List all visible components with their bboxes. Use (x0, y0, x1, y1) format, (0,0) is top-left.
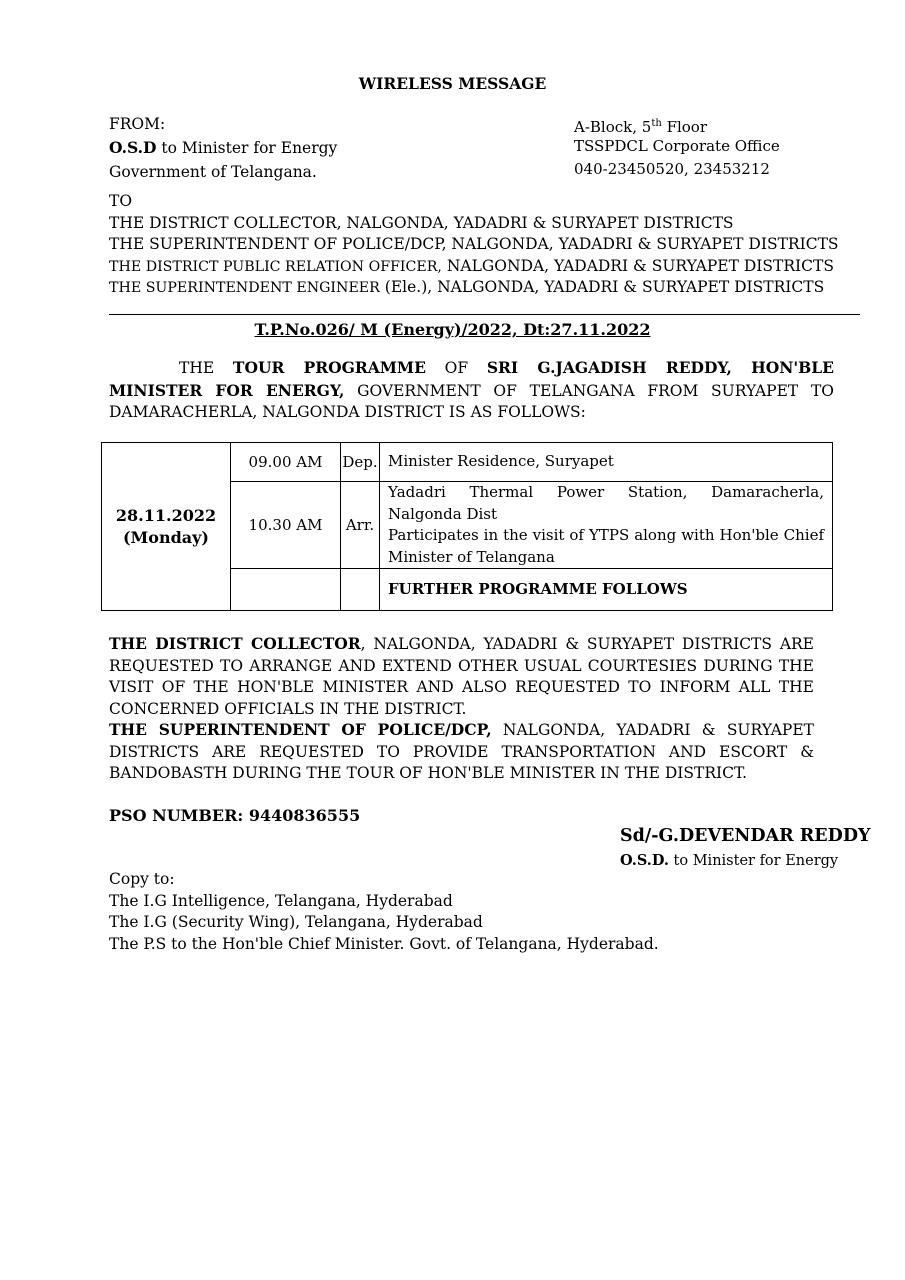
intro-text-1: THE (179, 359, 233, 377)
copy-to-item: The P.S to the Hon'ble Chief Minister. Govt. of Telangana, Hyderabad. (109, 934, 659, 953)
copy-to-item: The I.G Intelligence, Telangana, Hyderabad (109, 891, 453, 910)
copy-to-block (109, 869, 809, 955)
recipient-pro-rest: NALGONDA, YADADRI & SURYAPET DISTRICTS (441, 256, 834, 275)
from-label: FROM: (109, 115, 166, 133)
to-block (109, 191, 869, 299)
copy-to-label: Copy to: (109, 870, 175, 888)
intro-minister-name: SRI G.JAGADISH REDDY, HON'BLE MINISTER FOR ENERGY, (109, 358, 834, 400)
signature-role-bold: O.S.D. (620, 852, 669, 869)
from-designation (109, 136, 489, 160)
schedule-type: Arr. (341, 482, 380, 569)
address-phone: 040-23450520, 23453212 (574, 160, 770, 178)
recipient-engineer-small: THE SUPERINTENDENT ENGINEER (109, 280, 380, 296)
recipient-collector: THE DISTRICT COLLECTOR, NALGONDA, YADADRI & SURYAPET DISTRICTS (109, 213, 734, 232)
from-block (109, 112, 489, 184)
separator-line (109, 314, 860, 315)
address-office: TSSPDCL Corporate Office (574, 137, 780, 155)
intro-text-2: OF (425, 359, 487, 377)
schedule-time: 09.00 AM (231, 443, 341, 482)
schedule-place-line2: Nalgonda Dist (388, 504, 498, 523)
address-floor-sup: th (651, 118, 662, 129)
address-block (574, 112, 874, 181)
schedule-date: 28.11.2022 (115, 505, 217, 525)
schedule-row (102, 443, 833, 482)
reference-number: T.P.No.026/ M (Energy)/2022, Dt:27.11.2022 (254, 320, 651, 339)
schedule-place-line1: Yadadri Thermal Power Station, Damaracherla, (388, 483, 824, 501)
from-designation-rest: to Minister for Energy (156, 139, 338, 157)
schedule-day: (Monday) (122, 527, 209, 547)
police-paragraph (109, 719, 814, 785)
schedule-table (101, 442, 833, 611)
address-floor-pre: A-Block, 5 (574, 118, 652, 136)
schedule-footer: FURTHER PROGRAMME FOLLOWS (380, 569, 833, 611)
collector-paragraph-text: , NALGONDA, YADADRI & SURYAPET DISTRICTS ARE REQUESTED TO ARRANGE AND EXTEND OTHER USUAL COURTESIES DURING THE VISIT OF THE HON'BLE MINISTER AND ALSO REQUESTED TO INFORM ALL THE CONCERNED OFFICIALS IN THE DISTRICT. (109, 635, 814, 718)
recipient-engineer (109, 277, 869, 299)
signature-name: Sd/-G.DEVENDAR REDDY (620, 826, 871, 846)
police-paragraph-bold: THE SUPERINTENDENT OF POLICE/DCP, (109, 720, 492, 739)
pso-number: PSO NUMBER: 9440836555 (109, 806, 361, 825)
recipient-engineer-rest: (Ele.), NALGONDA, YADADRI & SURYAPET DISTRICTS (379, 278, 825, 296)
document-title: WIRELESS MESSAGE (358, 74, 547, 93)
from-designation-bold: O.S.D (109, 138, 157, 157)
from-government: Government of Telangana. (109, 163, 317, 181)
recipient-pro (109, 256, 869, 278)
schedule-type-empty (341, 569, 380, 611)
to-label: TO (109, 192, 133, 210)
schedule-time-empty (231, 569, 341, 611)
intro-paragraph (109, 357, 834, 424)
schedule-type: Dep. (341, 443, 380, 482)
recipient-police: THE SUPERINTENDENT OF POLICE/DCP, NALGONDA, YADADRI & SURYAPET DISTRICTS (109, 235, 839, 253)
collector-paragraph-bold: THE DISTRICT COLLECTOR (109, 634, 361, 653)
recipient-pro-small: THE DISTRICT PUBLIC RELATION OFFICER, (109, 258, 442, 275)
address-floor-post: Floor (661, 118, 708, 136)
schedule-place-cell (380, 482, 833, 569)
schedule-time: 10.30 AM (231, 482, 341, 569)
collector-paragraph (109, 633, 814, 720)
signature-role-rest: to Minister for Energy (668, 853, 839, 869)
address-block-floor (574, 112, 874, 135)
schedule-date-cell (102, 443, 231, 611)
copy-to-item: The I.G (Security Wing), Telangana, Hyderabad (109, 913, 483, 931)
intro-tour-programme: TOUR PROGRAMME (232, 358, 426, 377)
schedule-note: Participates in the visit of YTPS along with Hon'ble Chief Minister of Telangana (388, 526, 824, 566)
intro-text-3: GOVERNMENT OF TELANGANA FROM SURYAPET TO DAMARACHERLA, NALGONDA DISTRICT IS AS FOLLOWS: (109, 381, 834, 421)
schedule-place: Minister Residence, Suryapet (380, 443, 833, 482)
police-paragraph-text: NALGONDA, YADADRI & SURYAPET DISTRICTS ARE REQUESTED TO PROVIDE TRANSPORTATION AND ESCORT & BANDOBASTH DURING THE TOUR OF HON'BLE MINISTER IN THE DISTRICT. (109, 721, 814, 782)
